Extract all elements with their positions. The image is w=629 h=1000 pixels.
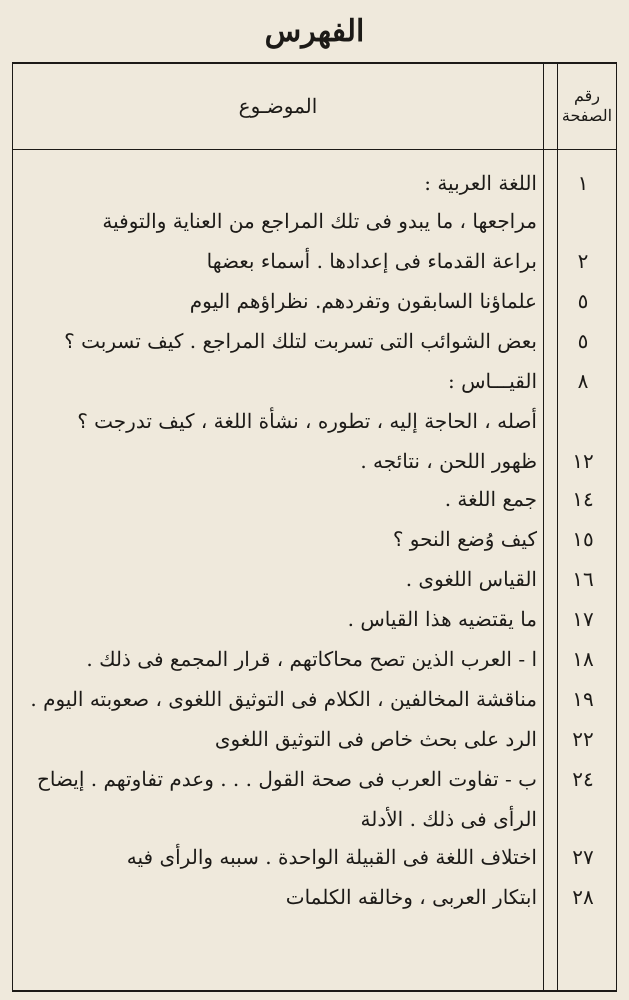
page-heading: الفهرس bbox=[264, 14, 365, 49]
row-page-number: ٥ bbox=[577, 289, 589, 313]
row-topic-text: الرأى فى ذلك . الأدلة bbox=[360, 807, 537, 831]
row-page-number: ١٦ bbox=[572, 567, 594, 591]
row-topic-text: علماؤنا السابقون وتفردهم. نظراؤهم اليوم bbox=[189, 289, 537, 313]
row-page-number: ١٨ bbox=[572, 647, 594, 671]
row-page-number: ٥ bbox=[577, 329, 589, 353]
row-topic-text: ا - العرب الذين تصح محاكاتهم ، قرار المجمع فى ذلك . bbox=[86, 647, 537, 671]
row-page-number: ٢٤ bbox=[572, 767, 594, 791]
row-topic-text: مناقشة المخالفين ، الكلام فى التوثيق اللغوى ، صعوبته اليوم . bbox=[30, 687, 537, 711]
row-topic-text: ظهور اللحن ، نتائجه . bbox=[360, 449, 537, 473]
row-topic-text: القياس اللغوى . bbox=[405, 567, 537, 591]
page-col-header-line2: الصفحة bbox=[561, 106, 613, 125]
row-topic-text: اختلاف اللغة فى القبيلة الواحدة . سببه والرأى فيه bbox=[126, 845, 537, 869]
row-topic-text: القيـــاس : bbox=[448, 369, 537, 393]
row-topic-text: ابتكار العربى ، وخالقه الكلمات bbox=[285, 885, 537, 909]
row-topic-text: الرد على بحث خاص فى التوثيق اللغوى bbox=[214, 727, 537, 751]
row-page-number: ٢٨ bbox=[572, 885, 594, 909]
row-page-number: ٢٧ bbox=[572, 845, 594, 869]
row-topic-text: بعض الشوائب التى تسربت لتلك المراجع . كيف تسربت ؟ bbox=[64, 329, 537, 353]
row-page-number: ٨ bbox=[577, 369, 589, 393]
row-topic-text: مراجعها ، ما يبدو فى تلك المراجع من العناية والتوفية bbox=[102, 209, 537, 233]
row-topic-text: أصله ، الحاجة إليه ، تطوره ، نشأة اللغة ، كيف تدرجت ؟ bbox=[77, 409, 537, 433]
row-page-number: ١٩ bbox=[572, 687, 594, 711]
row-topic-text: براعة القدماء فى إعدادها . أسماء بعضها bbox=[206, 249, 537, 273]
row-page-number: ٢ bbox=[577, 249, 589, 273]
page-col-header-line1: رقم bbox=[573, 86, 601, 105]
column-divider bbox=[543, 64, 544, 990]
row-topic-text: جمع اللغة . bbox=[444, 487, 537, 511]
column-divider-inner bbox=[557, 64, 558, 990]
row-topic-text: كيف وُضع النحو ؟ bbox=[392, 527, 537, 551]
topic-column-header: الموضـوع bbox=[238, 94, 318, 118]
row-page-number: ١ bbox=[577, 171, 589, 195]
row-topic-text: اللغة العربية : bbox=[424, 171, 537, 195]
header-divider bbox=[13, 149, 616, 150]
row-page-number: ٢٢ bbox=[572, 727, 594, 751]
row-page-number: ١٥ bbox=[572, 527, 594, 551]
row-page-number: ١٤ bbox=[572, 487, 594, 511]
row-topic-text: ما يقتضيه هذا القياس . bbox=[347, 607, 537, 631]
index-table bbox=[12, 62, 617, 992]
row-topic-text: ب - تفاوت العرب فى صحة القول . . . وعدم تفاوتهم . إيضاح bbox=[36, 767, 537, 791]
page-number-column-header bbox=[559, 86, 615, 126]
row-page-number: ١٧ bbox=[572, 607, 594, 631]
row-page-number: ١٢ bbox=[572, 449, 594, 473]
